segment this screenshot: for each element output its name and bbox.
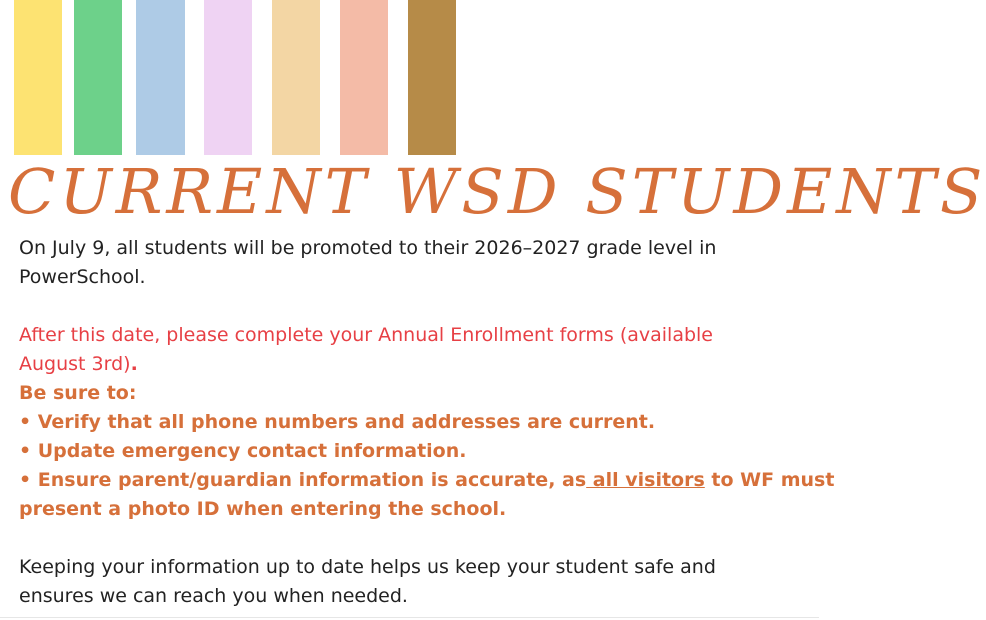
stripe-green [74, 0, 122, 155]
be-sure-heading: Be sure to: [19, 382, 137, 404]
stripe-peach [340, 0, 388, 155]
stripe-tan [272, 0, 320, 155]
bullet-guardian-tail: to WF must [704, 469, 835, 491]
notice-body [19, 234, 835, 611]
after-date-text: August 3rd) [19, 353, 131, 375]
all-visitors-emphasis: all visitors [586, 469, 705, 491]
spacer [19, 292, 809, 321]
spacer [19, 524, 809, 553]
bullet-guardian-line-2: present a photo ID when entering the school. [19, 498, 507, 520]
stripe-lavender [204, 0, 252, 155]
banner-title: CURRENT WSD STUDENTS [8, 155, 986, 228]
intro-line-2: PowerSchool. [19, 266, 146, 288]
closing-line-2: ensures we can reach you when needed. [19, 585, 408, 607]
bottom-divider [0, 617, 819, 618]
stripe-yellow [14, 0, 62, 155]
bullet-phone-addresses: • Verify that all phone numbers and addresses are current. [19, 411, 656, 433]
intro-line-1: On July 9, all students will be promoted to their 2026–2027 grade level in [19, 237, 717, 259]
closing-line-1: Keeping your information up to date helps us keep your student safe and [19, 556, 716, 578]
stripe-brown [408, 0, 456, 155]
bullet-guardian-info [19, 466, 835, 495]
stripe-blue [136, 0, 185, 155]
bullet-emergency-contact: • Update emergency contact information. [19, 440, 467, 462]
after-date-line-1: After this date, please complete your Annual Enrollment forms (available [19, 324, 713, 346]
after-date-period: . [130, 353, 138, 375]
after-date-line-2 [19, 350, 809, 379]
bullet-guardian-text: • Ensure parent/guardian information is accurate, as [19, 469, 587, 491]
color-stripes [0, 0, 819, 156]
